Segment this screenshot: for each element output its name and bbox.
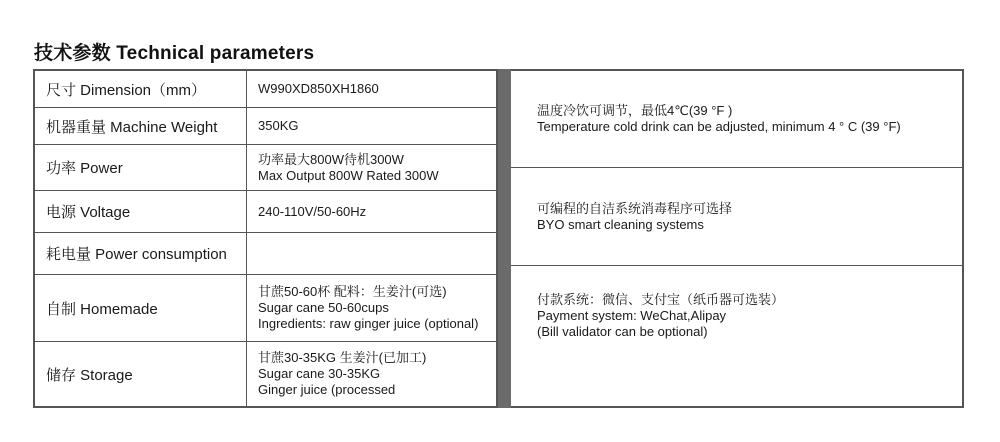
spec-value-line: 功率最大800W待机300W xyxy=(258,151,404,167)
page-title: 技术参数 Technical parameters xyxy=(34,43,315,64)
spec-row-storage xyxy=(35,342,496,406)
spec-value xyxy=(247,275,496,341)
spec-value-line: W990XD850XH1860 xyxy=(258,81,379,96)
feature-cleaning xyxy=(511,168,962,266)
spec-label: 储存 Storage xyxy=(35,342,247,406)
spec-value xyxy=(247,71,496,107)
feature-line: 温度冷饮可调节，最低4℃(39 °F ) xyxy=(537,103,733,118)
spec-value xyxy=(247,191,496,232)
feature-line: 可编程的自洁系统消毒程序可选择 xyxy=(537,200,733,216)
spec-label: 电源 Voltage xyxy=(35,191,247,232)
spec-row-dimension xyxy=(35,71,496,108)
spec-row-homemade xyxy=(35,275,496,342)
spec-value-line: Sugar cane 50-60cups xyxy=(258,300,389,315)
spec-value xyxy=(247,342,496,406)
spec-label: 尺寸 Dimension（mm） xyxy=(35,71,247,107)
spec-value-line: Ingredients: raw ginger juice (optional) xyxy=(258,316,479,331)
feature-line: Payment system: WeChat,Alipay xyxy=(537,308,727,323)
feature-line: (Bill validator can be optional) xyxy=(537,324,708,339)
spec-label: 自制 Homemade xyxy=(35,275,247,341)
spec-row-power-consumption xyxy=(35,233,496,275)
feature-line: Temperature cold drink can be adjusted, minimum 4 ° C (39 °F) xyxy=(537,119,901,134)
spec-label: 功率 Power xyxy=(35,145,247,190)
spec-table xyxy=(33,69,498,408)
spec-row-weight xyxy=(35,108,496,145)
feature-payment xyxy=(511,266,962,406)
feature-line: 付款系统：微信、支付宝（纸币器可选装） xyxy=(537,292,785,307)
spec-value xyxy=(247,108,496,144)
spec-value-line: Sugar cane 30-35KG xyxy=(258,366,381,381)
feature-line: BYO smart cleaning systems xyxy=(537,216,704,232)
spec-value xyxy=(247,233,496,274)
spec-label: 耗电量 Power consumption xyxy=(35,233,247,274)
spec-value-line: 240-110V/50-60Hz xyxy=(258,203,367,219)
feature-temperature xyxy=(511,71,962,168)
feature-table xyxy=(511,69,964,408)
spec-value-line: Max Output 800W Rated 300W xyxy=(258,167,439,183)
spec-label: 机器重量 Machine Weight xyxy=(35,108,247,144)
spec-value-line: 甘蔗50-60杯 配料：生姜汁(可选) xyxy=(258,284,447,299)
spec-value xyxy=(247,145,496,190)
spec-value-line: 甘蔗30-35KG 生姜汁(已加工) xyxy=(258,350,427,365)
spec-value-line: 350KG xyxy=(258,118,299,133)
column-divider xyxy=(498,69,511,408)
spec-value-line: Ginger juice (processed xyxy=(258,382,396,397)
spec-row-voltage xyxy=(35,191,496,233)
spec-row-power xyxy=(35,145,496,191)
